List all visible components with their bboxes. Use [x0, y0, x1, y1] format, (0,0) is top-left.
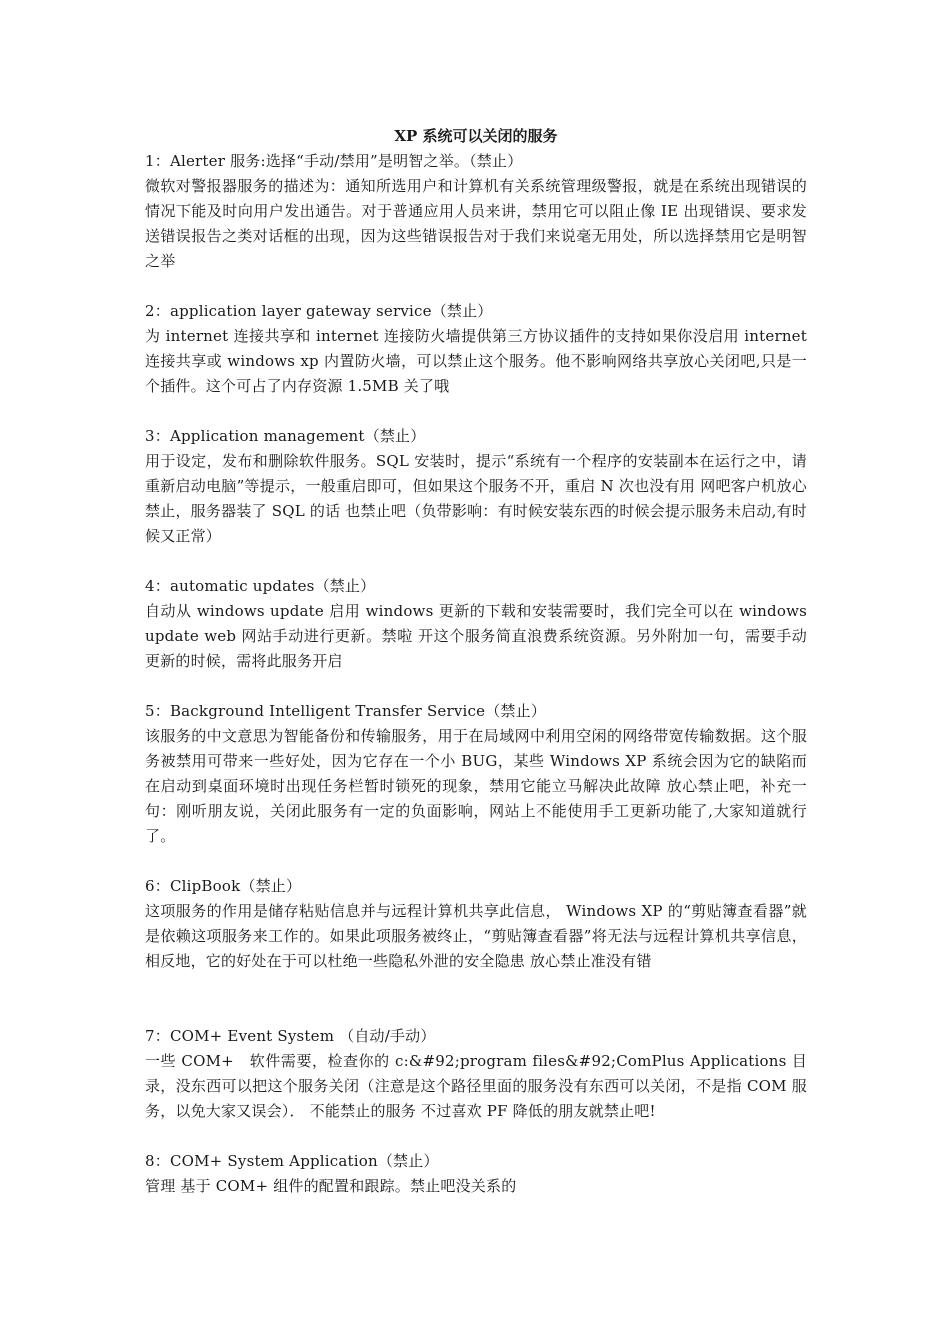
section-body: 自动从 windows update 启用 windows 更新的下载和安装需要时，我们完全可以在 windows update web 网站手动进行更新。禁啦 开这个服务简直浪费系统资源。另外附加一句，需要手动更新的时候，需将此服务开启	[145, 602, 808, 670]
section-heading: 7：COM+ Event System （自动/手动）	[145, 1027, 436, 1045]
section-heading: 6：ClipBook（禁止）	[145, 877, 302, 895]
paragraph-gap	[145, 274, 807, 299]
section-heading: 3：Application management（禁止）	[145, 427, 426, 445]
section-body: 该服务的中文意思为智能备份和传输服务，用于在局域网中利用空闲的网络带宽传输数据。这个服务被禁用可带来一些好处，因为它存在一个小 BUG，某些 Windows XP 系统会因为它的缺陷而在启动到桌面环境时出现任务栏暂时锁死的现象，禁用它能立马解决此故障 放心禁止吧，补充一句：刚听朋友说，关闭此服务有一定的负面影响，网站上不能使用手工更新功能了,大家知道就行了。	[145, 727, 807, 845]
section-4	[145, 574, 807, 674]
section-3	[145, 424, 807, 549]
section-7	[145, 1024, 807, 1124]
section-5	[145, 699, 807, 849]
section-body: 用于设定，发布和删除软件服务。SQL 安装时，提示“系统有一个程序的安装副本在运行之中，请重新启动电脑”等提示，一般重启即可，但如果这个服务不开，重启 N 次也没有用 网吧客户机放心禁止，服务器装了 SQL 的话 也禁止吧（负带影响：有时候安装东西的时候会提示服务未启动,有时候又正常）	[145, 452, 807, 545]
section-body: 这项服务的作用是储存粘贴信息并与远程计算机共享此信息， Windows XP 的“剪贴簿查看器”就是依赖这项服务来工作的。如果此项服务被终止，“剪贴簿查看器”将无法与远程计算机共享信息，相反地，它的好处在于可以杜绝一些隐私外泄的安全隐患 放心禁止准没有错	[145, 902, 807, 970]
section-body: 管理 基于 COM+ 组件的配置和跟踪。禁止吧没关系的	[145, 1177, 517, 1195]
section-heading: 4：automatic updates（禁止）	[145, 577, 376, 595]
section-6	[145, 874, 807, 974]
section-body: 微软对警报器服务的描述为：通知所选用户和计算机有关系统管理级警报，就是在系统出现错误的情况下能及时向用户发出通告。对于普通应用人员来讲，禁用它可以阻止像 IE 出现错误、要求发送错误报告之类对话框的出现，因为这些错误报告对于我们来说毫无用处，所以选择禁用它是明智之举	[145, 177, 807, 270]
paragraph-gap	[145, 1124, 807, 1149]
paragraph-gap	[145, 974, 807, 1024]
paragraph-gap	[145, 849, 807, 874]
section-heading: 5：Background Intelligent Transfer Service（禁止）	[145, 702, 547, 720]
paragraph-gap	[145, 549, 807, 574]
section-2	[145, 299, 807, 399]
section-body: 一些 COM+ 软件需要，检查你的 c:&#92;program files&#92;ComPlus Applications 目录，没东西可以把这个服务关闭（注意是这个路径里面的服务没有东西可以关闭，不是指 COM 服务，以免大家又误会）． 不能禁止的服务 不过喜欢 PF 降低的朋友就禁止吧!	[145, 1052, 807, 1120]
paragraph-gap	[145, 399, 807, 424]
section-heading: 8：COM+ System Application（禁止）	[145, 1152, 439, 1170]
section-heading: 2：application layer gateway service（禁止）	[145, 302, 493, 320]
section-1	[145, 149, 807, 274]
paragraph-gap	[145, 674, 807, 699]
section-8	[145, 1149, 807, 1199]
section-body: 为 internet 连接共享和 internet 连接防火墙提供第三方协议插件的支持如果你没启用 internet 连接共享或 windows xp 内置防火墙，可以禁止这个服务。他不影响网络共享放心关闭吧,只是一个插件。这个可占了内存资源 1.5MB 关了哦	[145, 327, 807, 395]
document-content	[145, 124, 807, 1199]
section-heading: 1：Alerter 服务:选择“手动/禁用”是明智之举。（禁止）	[145, 152, 523, 170]
document-title: XP 系统可以关闭的服务	[394, 127, 558, 145]
